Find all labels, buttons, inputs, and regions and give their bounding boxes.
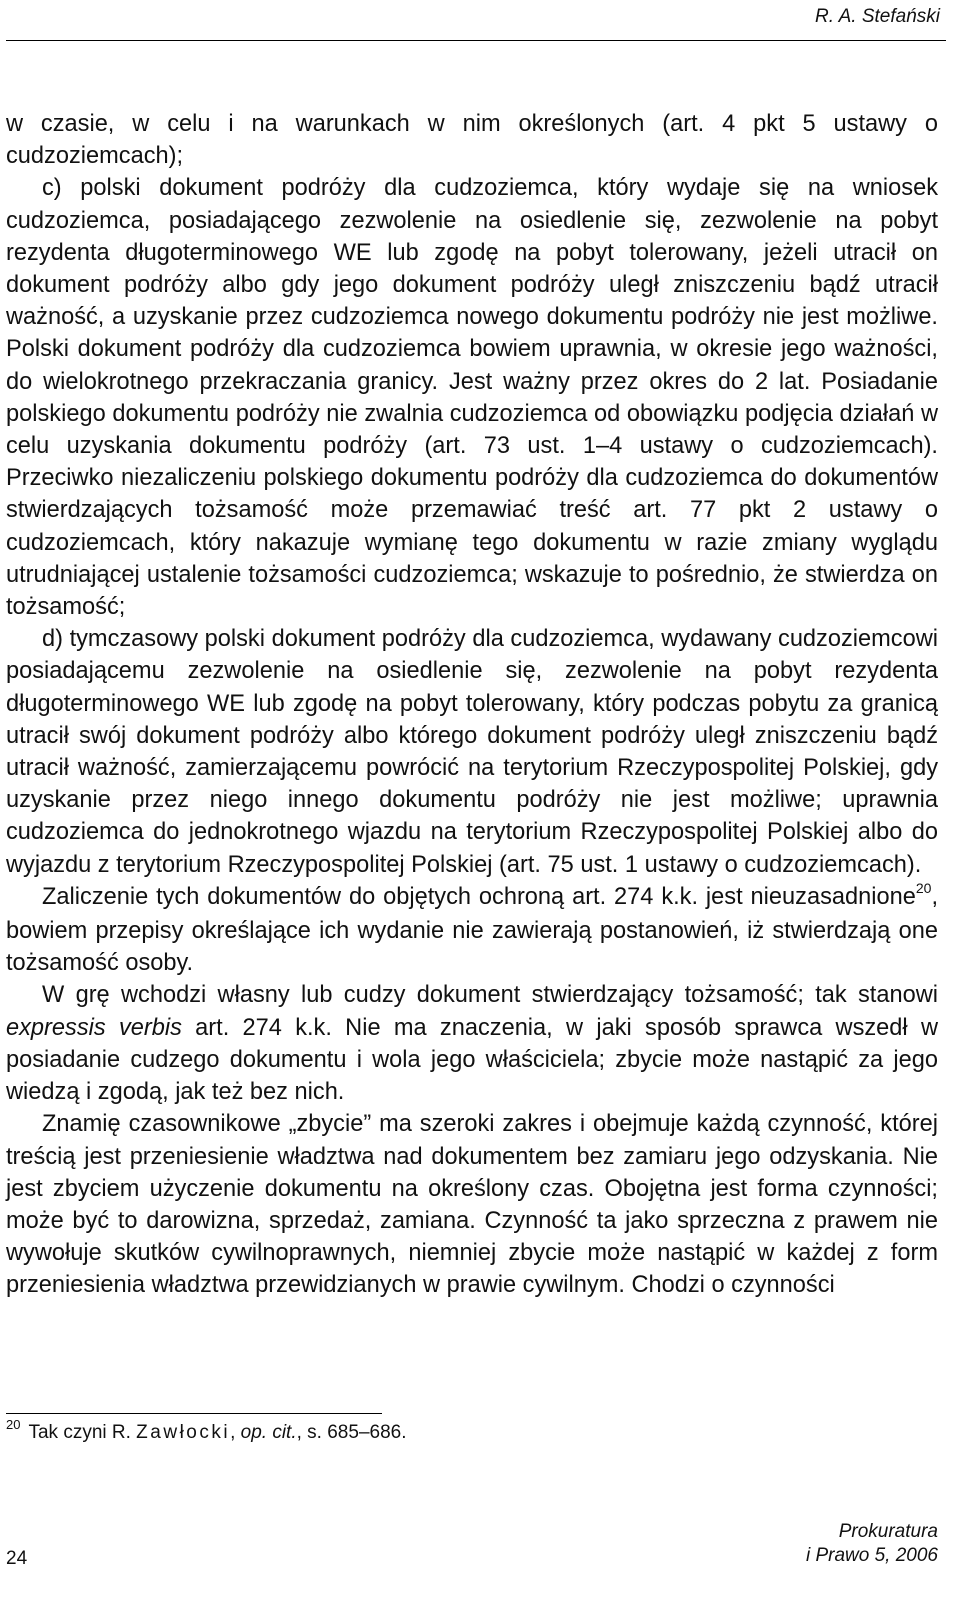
footnote-number: 20 (6, 1417, 21, 1432)
paragraph-continuation: w czasie, w celu i na warunkach w nim określonych (art. 4 pkt 5 ustawy o cudzoziemcach); (6, 111, 938, 170)
paragraph-footnote-ref (6, 881, 938, 980)
footnote-text: Tak czyni R. (28, 1422, 137, 1443)
paragraph-text: W grę wchodzi własny lub cudzy dokument stwierdzający tożsamość; tak stanowi (42, 982, 938, 1009)
paragraph-expressis-verbis (6, 979, 938, 1108)
journal-issue: i Prawo 5, 2006 (805, 1545, 938, 1566)
running-header-author: R. A. Stefański (815, 6, 940, 27)
footnote-citation: op. cit. (240, 1422, 297, 1443)
footnote-reference[interactable]: 20 (915, 879, 932, 896)
paragraph-text: , bowiem przepisy określające ich wydanie nie zawierają postanowień, iż stwierdzają one tożsamość osoby. (6, 883, 938, 977)
list-item-d: d) tymczasowy polski dokument podróży dla cudzoziemca, wydawany cudzoziemcowi posiadającemu zezwolenie na osiedlenie się, zezwolenie na pobyt rezydenta długoterminowego WE lub zgodę na pobyt tolerowany, który podczas pobytu za granicą utracił swój dokument podróży albo którego dokument podróży uległ zniszczeniu bądź utracił ważność, zamierzającemu powrócić na terytorium Rzeczypospolitej Polskiej, gdy uzyskanie przez niego innego dokumentu podróży nie jest możliwe; uprawnia cudzoziemca do jednokrotnego wjazdu na terytorium Rzeczypospolitej Polskiej albo do wyjazdu z terytorium Rzeczypospolitej Polskiej (art. 75 ust. 1 ustawy o cudzoziemcach). (6, 626, 938, 878)
footnote-text: , (230, 1422, 241, 1443)
paragraph-zbycie: Znamię czasownikowe „zbycie” ma szeroki zakres i obejmuje każdą czynność, której treścią jest przeniesienie władztwa nad dokumentem bez zamiaru jego odzyskania. Nie jest zbyciem użyczenie dokumentu na określony czas. Obojętna jest forma czynności; może być to darowizna, sprzedaż, zamiana. Czynność ta jako sprzeczna z prawem nie wywołuje skutków cywilnoprawnych, niemniej zbycie może nastąpić w każdej z form przeniesienia władztwa przewidzianych w prawie cywilnym. Chodzi o czynności (6, 1111, 938, 1299)
footnote-author: Zawłocki (136, 1422, 231, 1443)
journal-footer (806, 1520, 938, 1568)
paragraph-text: Zaliczenie tych dokumentów do objętych ochroną art. 274 k.k. jest nieuzasadnione (42, 883, 916, 910)
page-number: 24 (6, 1548, 28, 1569)
footnote-20 (6, 1417, 407, 1444)
italic-phrase: expressis verbis (6, 1014, 182, 1041)
header-divider (6, 40, 946, 41)
list-item-c: c) polski dokument podróży dla cudzoziemca, który wydaje się na wniosek cudzoziemca, posiadającego zezwolenie na osiedlenie się, zezwolenie na pobyt rezydenta długoterminowego WE lub zgodę na pobyt tolerowany, jeżeli utracił on dokument podróży albo gdy jego dokument podróży uległ zniszczeniu bądź utracił ważność, a uzyskanie przez cudzoziemca nowego dokumentu podróży nie jest możliwe. Polski dokument podróży dla cudzoziemca bowiem uprawnia, w okresie jego ważności, do wielokrotnego przekraczania granicy. Jest ważny przez okres do 2 lat. Posiadanie polskiego dokumentu podróży nie zwalnia cudzoziemca od obowiązku podjęcia działań w celu uzyskania dokumentu podróży (art. 73 ust. 1–4 ustawy o cudzoziemcach). Przeciwko niezaliczeniu polskiego dokumentu podróży dla cudzoziemca do dokumentów stwierdzających tożsamość może przemawiać treść art. 77 pkt 2 ustawy o cudzoziemcach, który nakazuje wymianę tego dokumentu w razie zmiany wyglądu utrudniającej ustalenie tożsamości cudzoziemca; wskazuje to pośrednio, że stwierdza on tożsamość; (6, 175, 938, 621)
main-text (6, 108, 938, 1302)
footnote-text: , s. 685–686. (296, 1422, 407, 1443)
journal-name: Prokuratura (838, 1521, 938, 1542)
footnote-divider (6, 1413, 382, 1414)
paragraph-text: art. 274 k.k. Nie ma znaczenia, w jaki sposób sprawca wszedł w posiadanie cudzego dokumentu i wola jego właściciela; zbycie może nastąpić za jego wiedzą i zgodą, jak też bez nich. (6, 1014, 938, 1106)
